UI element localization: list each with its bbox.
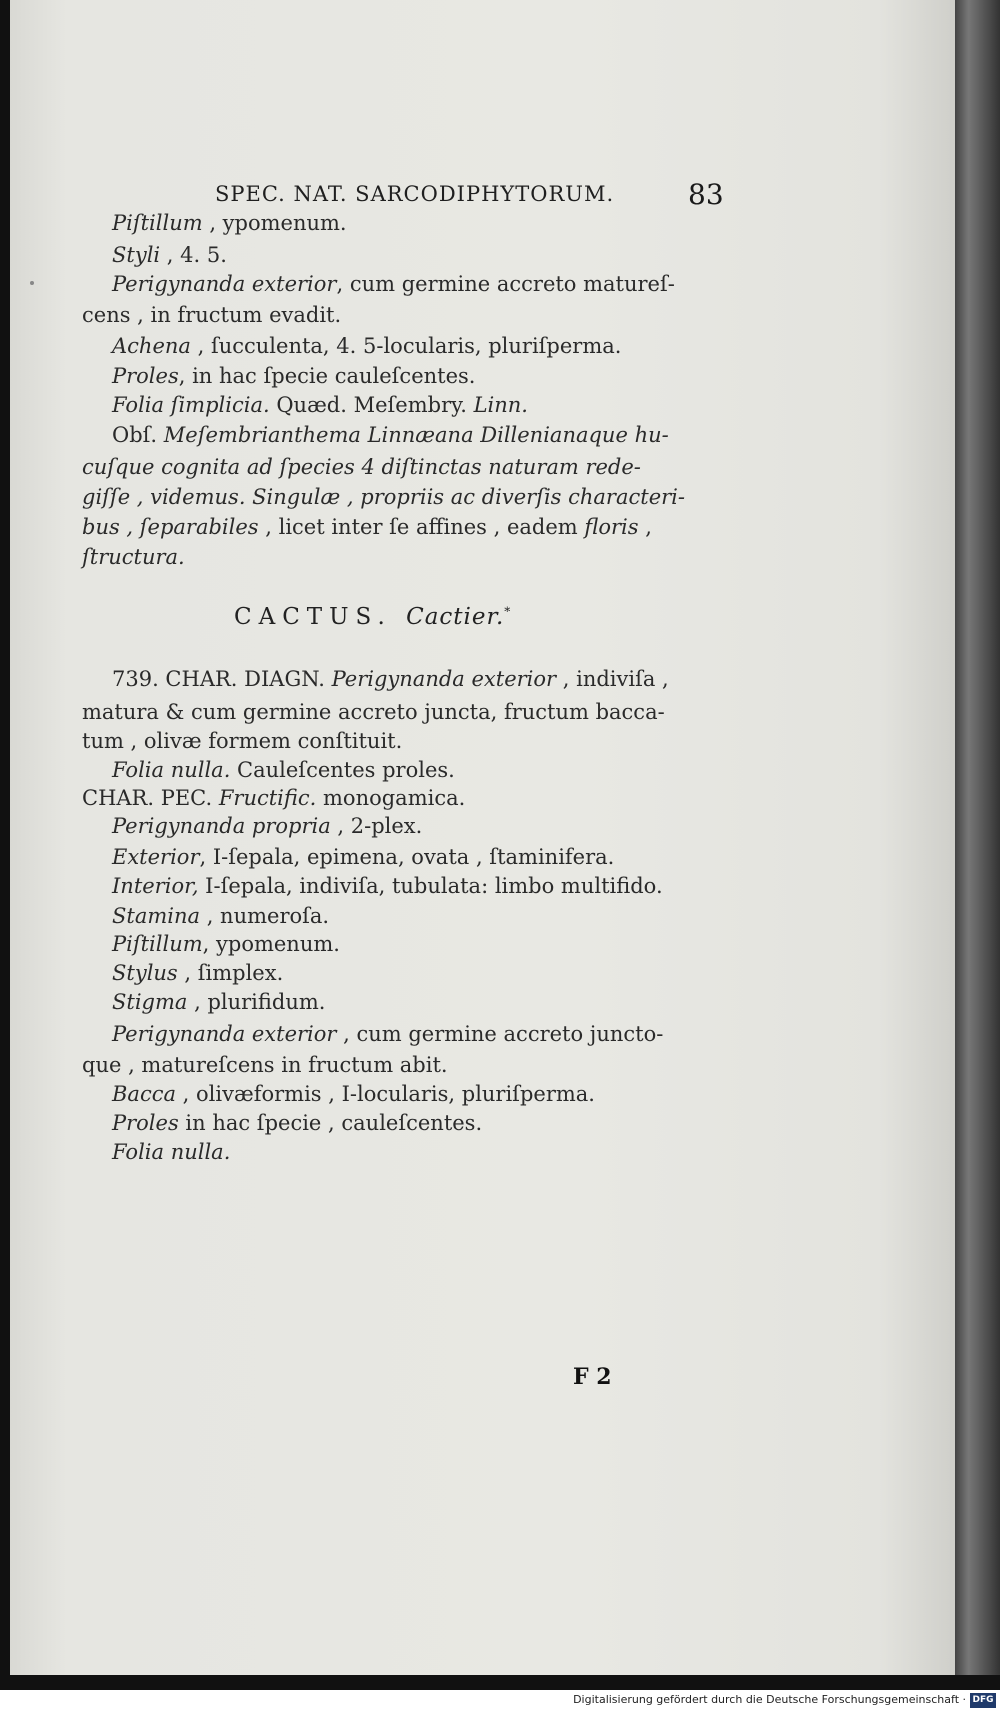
italic-run: Piſtillum	[112, 932, 203, 956]
text-line	[112, 425, 669, 446]
italic-run: Folia nulla.	[112, 758, 231, 782]
text-line	[112, 1113, 482, 1134]
text-line	[112, 876, 663, 897]
book-edge	[955, 0, 1000, 1675]
text-line	[112, 1142, 230, 1163]
roman-run: Cauleſcentes proles.	[230, 758, 455, 782]
text-line	[112, 906, 329, 927]
roman-run: matura & cum germine accreto juncta, fructum bacca-	[82, 700, 665, 724]
roman-run: I-ſepala, indiviſa, tubulata: limbo multifido.	[198, 874, 663, 898]
roman-run: , ſimplex.	[177, 961, 284, 985]
footer-bar	[0, 1690, 1000, 1713]
signature-mark: F 2	[573, 1364, 612, 1390]
roman-run: , 2-plex.	[330, 814, 423, 838]
text-line	[112, 847, 614, 868]
text-line	[112, 1024, 663, 1045]
roman-run: , indiviſa ,	[556, 667, 669, 691]
italic-run: Stigma	[112, 990, 188, 1014]
italic-run: Bacca	[112, 1082, 176, 1106]
italic-run: giſſe , videmus. Singulæ , propriis ac diverſis characteri-	[82, 485, 685, 509]
text-line	[112, 213, 347, 234]
text-line	[82, 305, 341, 326]
italic-run: Stamina	[112, 904, 201, 928]
roman-run: , cum germine accreto juncto-	[336, 1022, 664, 1046]
italic-run: Perigynanda exterior	[112, 272, 337, 296]
italic-run: Perigynanda exterior	[112, 1022, 337, 1046]
text-line	[82, 547, 185, 568]
roman-run: , ſucculenta, 4. 5-locularis, pluriſperma.	[190, 334, 622, 358]
italic-run: Proles	[112, 1111, 179, 1135]
section-title	[234, 604, 510, 630]
italic-run: Interior,	[112, 874, 199, 898]
text-line	[112, 366, 475, 387]
paper-speck	[30, 281, 34, 285]
text-line	[112, 963, 283, 984]
italic-run: Folia ſimplicia.	[112, 393, 270, 417]
text-line	[112, 934, 340, 955]
roman-run: monogamica.	[316, 786, 466, 810]
text-line	[82, 457, 641, 478]
footer-credit: Digitalisierung gefördert durch die Deutsche Forschungsgemeinschaft ·	[573, 1693, 966, 1706]
text-line	[112, 245, 227, 266]
text-line	[112, 760, 455, 781]
text-line	[82, 517, 652, 538]
italic-run: floris	[584, 515, 639, 539]
italic-run: Achena	[112, 334, 191, 358]
text-line	[82, 731, 402, 752]
roman-run: , ypomenum.	[202, 932, 340, 956]
italic-run: cuſque cognita ad ſpecies 4 diſtinctas naturam rede-	[82, 455, 641, 479]
text-line	[112, 992, 325, 1013]
roman-run: cens , in fructum evadit.	[82, 303, 342, 327]
text-line	[112, 816, 422, 837]
roman-run: , cum germine accreto matureſ-	[336, 272, 675, 296]
italic-run: bus , ſeparabiles	[82, 515, 259, 539]
roman-run: ,	[638, 515, 652, 539]
italic-run: Perigynanda exterior	[331, 667, 557, 691]
roman-run: , numeroſa.	[200, 904, 330, 928]
abbrev-linn: Linn.	[473, 393, 528, 417]
roman-run: , 4. 5.	[160, 243, 227, 267]
roman-run: CHAR. PEC.	[82, 786, 219, 810]
roman-run: , in hac ſpecie cauleſcentes.	[178, 364, 476, 388]
italic-run: ſtructura.	[82, 545, 185, 569]
text-line	[112, 274, 675, 295]
section-title-italic: Cactier.	[406, 604, 505, 630]
roman-run: 739. CHAR. DIAGN.	[112, 667, 332, 691]
footnote-mark: *	[504, 604, 511, 619]
italic-run: Folia nulla.	[112, 1140, 231, 1164]
text-line	[112, 669, 669, 690]
section-title-caps: CACTUS.	[234, 604, 392, 630]
running-title: SPEC. NAT. SARCODIPHYTORUM.	[215, 182, 615, 206]
roman-run: in hac ſpecie , cauleſcentes.	[178, 1111, 483, 1135]
roman-run: , olivæformis , I-locularis, pluriſperma.	[176, 1082, 595, 1106]
roman-run: , ypomenum.	[202, 211, 347, 235]
italic-run: Fructific.	[218, 786, 317, 810]
text-line	[82, 702, 665, 723]
italic-run: Exterior	[112, 845, 200, 869]
roman-run: , licet inter ſe affines , eadem	[258, 515, 585, 539]
italic-run: Piſtillum	[112, 211, 203, 235]
text-line	[82, 1055, 448, 1076]
text-line	[112, 1084, 595, 1105]
page-number: 83	[688, 178, 724, 211]
roman-run: , I-ſepala, epimena, ovata , ſtaminifera.	[199, 845, 615, 869]
italic-run: Proles	[112, 364, 179, 388]
text-line	[82, 788, 465, 809]
roman-run: , plurifidum.	[187, 990, 326, 1014]
italic-run: Stylus	[112, 961, 178, 985]
roman-run: que , matureſcens in fructum abit.	[82, 1053, 448, 1077]
roman-run: tum , olivæ formem conſtituit.	[82, 729, 403, 753]
roman-run: Quæd. Meſembry.	[269, 393, 474, 417]
text-line	[112, 395, 528, 416]
dfg-logo: DFG	[970, 1693, 996, 1708]
text-line	[82, 487, 685, 508]
italic-run: Perigynanda propria	[112, 814, 331, 838]
italic-run: Styli	[112, 243, 161, 267]
roman-run: Obſ.	[112, 423, 164, 447]
text-line	[112, 336, 621, 357]
italic-run: Meſembrianthema Linnæana Dillenianaque hu-	[163, 423, 669, 447]
